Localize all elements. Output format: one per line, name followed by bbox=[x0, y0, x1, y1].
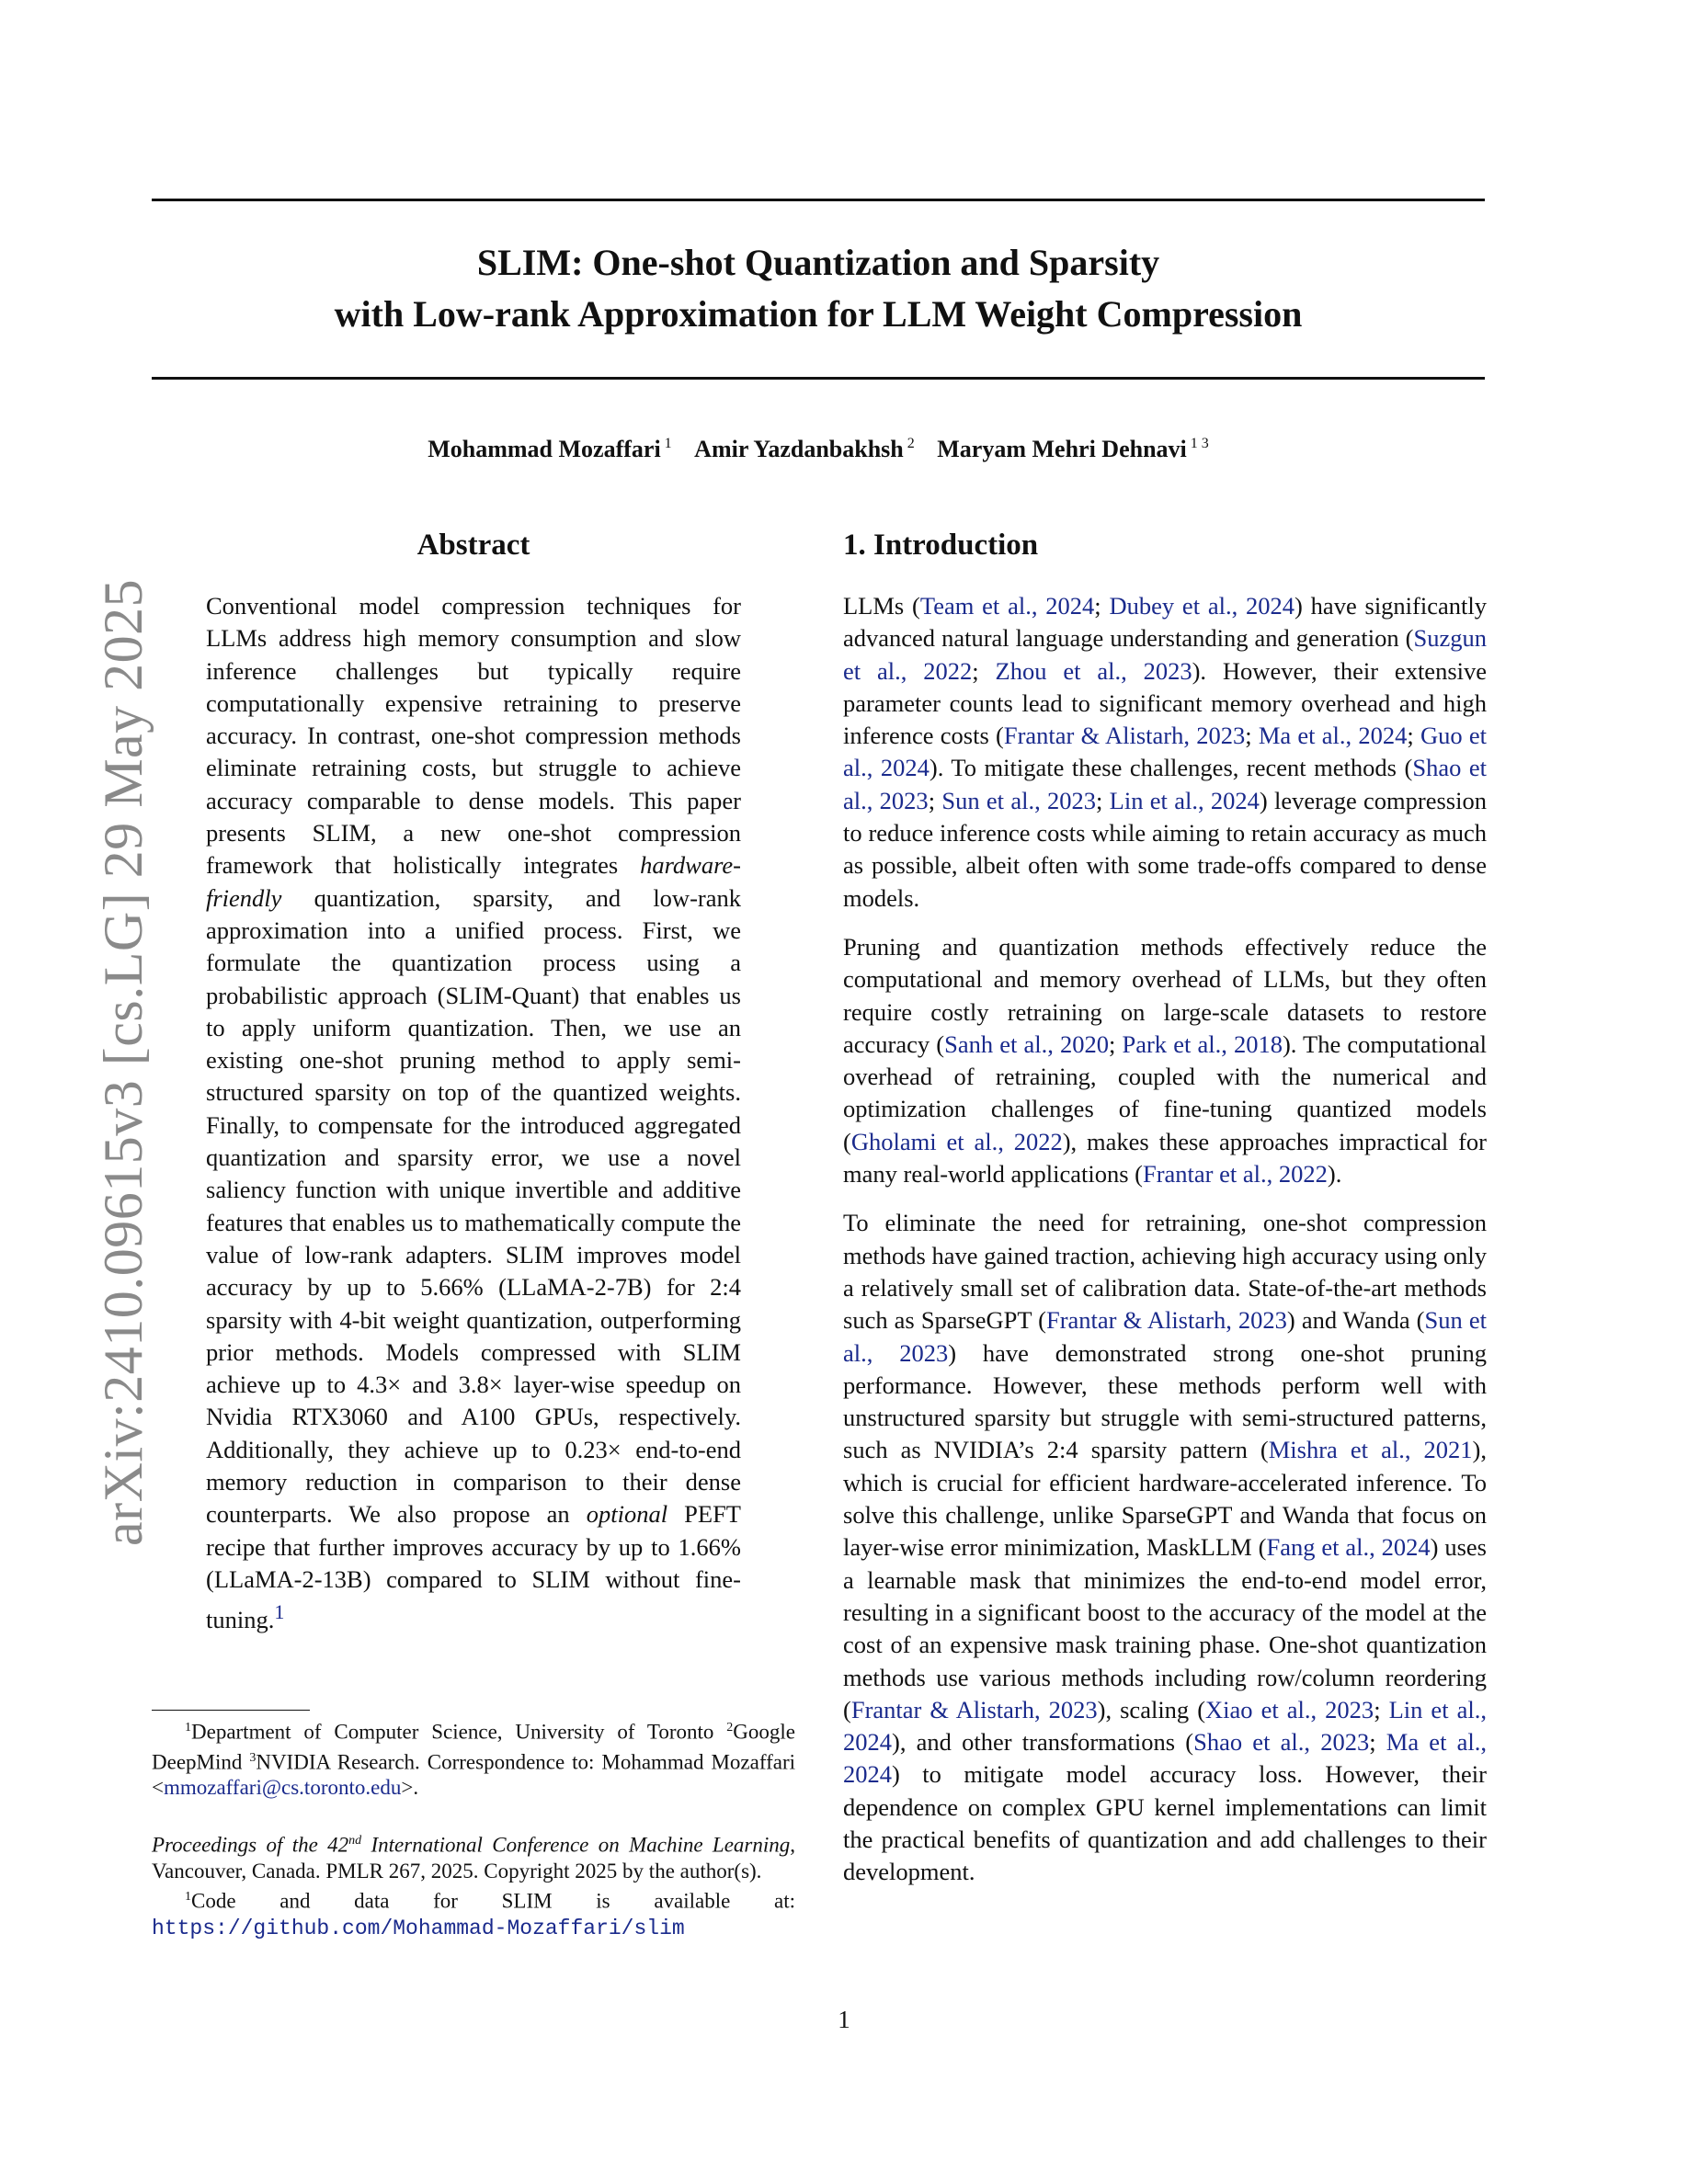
citation-link[interactable]: Team et al., 2024 bbox=[919, 592, 1095, 620]
author-affiliation: 1 3 bbox=[1190, 436, 1209, 452]
title-line-2: with Low-rank Approximation for LLM Weight Compression bbox=[334, 293, 1303, 335]
proceedings-note: Proceedings of the 42nd International Conference on Machine Learning, Vancouver, Canada. PMLR 267, 2025. Copyright 2025 by the author(s). bbox=[152, 1833, 795, 1883]
footnote-rule bbox=[152, 1710, 310, 1711]
abstract-heading: Abstract bbox=[416, 529, 530, 562]
citation-link[interactable]: Dubey et al., 2024 bbox=[1109, 592, 1295, 620]
footnotes bbox=[152, 1715, 795, 1941]
citation-link[interactable]: Shao et al., 2023 bbox=[843, 754, 1488, 814]
author-name: Mohammad Mozaffari bbox=[428, 436, 661, 462]
citation-link[interactable]: Park et al., 2018 bbox=[1122, 1029, 1283, 1058]
affiliation-footnote: $^1$Department of Computer Science, University of Toronto $^2$Google DeepMind $^3$NVIDIA Research. Correspondence to: Mohammad Mozaffari <mmozaffari@cs.toronto.edu>. bbox=[152, 1720, 795, 1800]
author-name: Amir Yazdanbakhsh bbox=[694, 436, 904, 462]
citation-link[interactable]: Sanh et al., 2020 bbox=[944, 1029, 1109, 1058]
author-list bbox=[152, 436, 1485, 463]
introduction-body bbox=[843, 590, 1487, 1889]
code-footnote: $^1$Code and data for SLIM is available at: https://github.com/Mohammad-Mozaffari/slim bbox=[152, 1889, 795, 1940]
citation-link[interactable]: Suzgun et al., 2022 bbox=[843, 624, 1487, 685]
citation-link[interactable]: Guo et al., 2024 bbox=[843, 722, 1487, 782]
author bbox=[428, 436, 671, 462]
introduction-paragraph: Pruning and quantization methods effectively reduce the computational and memory overhead of LLMs, but they often require costly retraining on large-scale datasets to restore accuracy (Sanh et al., 2020; Park et al., 2018). The computational overhead of retraining, coupled with the numerical and optimization challenges of fine-tuning quantized models (Gholami et al., 2022), makes these approaches impractical for many real-world applications (Frantar et al., 2022). bbox=[843, 932, 1487, 1189]
citation-link[interactable]: Shao et al., 2023 bbox=[1193, 1728, 1370, 1757]
citation-link[interactable]: Sun et al., 2023 bbox=[941, 786, 1096, 814]
abstract-text: Conventional model compression techniques for LLMs address high memory consumption and slow inference challenges but typically require computationally expensive retraining to preserve accuracy. In contrast, one-shot compression methods eliminate retraining costs, but struggle to achieve accuracy comparable to dense models. This paper presents SLIM, a new one-shot compression framework that holistically integrates hardware-friendly quantization, sparsity, and low-rank approximation into a unified process. First, we formulate the quantization process using a probabilistic approach (SLIM-Quant) that enables us to apply uniform quantization. Then, we use an existing one-shot pruning method to apply semi-structured sparsity on top of the quantized weights. Finally, to compensate for the introduced aggregated quantization and sparsity error, we use a novel saliency function with unique invertible and additive features that enables us to mathematically compute the value of low-rank adapters. SLIM improves model accuracy by up to 5.66% (LLaMA-2-7B) for 2:4 sparsity with 4-bit weight quantization, outperforming prior methods. Models compressed with SLIM achieve up to 4.3× and 3.8× layer-wise speedup on Nvidia RTX3060 and A100 GPUs, respectively. Additionally, they achieve up to 0.23× end-to-end memory reduction in comparison to their dense counterparts. We also propose an optional PEFT recipe that further improves accuracy by up to 1.66% (LLaMA-2-13B) compared to SLIM without fine-tuning.$^1$ bbox=[206, 592, 741, 1634]
citation-link[interactable]: Lin et al., 2024 bbox=[843, 1695, 1487, 1757]
author-affiliation: 1 bbox=[664, 436, 672, 452]
arxiv-identifier: arXiv:2410.09615v3 [cs.LG] 29 May 2025 bbox=[93, 578, 154, 1546]
citation-link[interactable]: Ma et al., 2024 bbox=[1258, 722, 1408, 750]
citation-link[interactable]: Lin et al., 2024 bbox=[1109, 786, 1260, 814]
title-rule-top bbox=[152, 199, 1485, 201]
author-affiliation: 2 bbox=[907, 436, 915, 452]
citation-link[interactable]: Gholami et al., 2022 bbox=[850, 1127, 1063, 1155]
citation-link[interactable]: Zhou et al., 2023 bbox=[995, 656, 1192, 685]
author bbox=[937, 436, 1209, 462]
footnote-marker[interactable]: 1 bbox=[274, 1600, 285, 1624]
footnote-gap bbox=[152, 1801, 795, 1828]
author bbox=[694, 436, 915, 462]
citation-link[interactable]: Frantar et al., 2022 bbox=[1142, 1160, 1328, 1189]
citation-link[interactable]: Frantar & Alistarh, 2023 bbox=[850, 1695, 1098, 1723]
citation-link[interactable]: Fang et al., 2024 bbox=[1266, 1533, 1431, 1562]
citation-link[interactable]: Mishra et al., 2021 bbox=[1268, 1436, 1473, 1464]
author-name: Maryam Mehri Dehnavi bbox=[937, 436, 1187, 462]
code-repository-link[interactable]: https://github.com/Mohammad-Mozaffari/slim bbox=[152, 1916, 685, 1940]
citation-link[interactable]: Ma et al., 2024 bbox=[843, 1728, 1488, 1789]
correspondence-email-link[interactable]: mmozaffari@cs.toronto.edu bbox=[163, 1776, 402, 1800]
citation-link[interactable]: Sun et al., 2023 bbox=[843, 1306, 1487, 1367]
page-number: 1 bbox=[838, 2006, 850, 2033]
introduction-paragraph: LLMs (Team et al., 2024; Dubey et al., 2024) have significantly advanced natural language understanding and generation (Suzgun et al., 2022; Zhou et al., 2023). However, their extensive parameter counts lead to significant memory overhead and high inference costs (Frantar & Alistarh, 2023; Ma et al., 2024; Guo et al., 2024). To mitigate these challenges, recent methods (Shao et al., 2023; Sun et al., 2023; Lin et al., 2024) leverage compression to reduce inference costs while aiming to retain accuracy as much as possible, albeit often with some trade-offs compared to dense models. bbox=[843, 592, 1488, 912]
introduction-column bbox=[843, 529, 1487, 1905]
title-line-1: SLIM: One-shot Quantization and Sparsity bbox=[476, 242, 1160, 283]
title-rule-bottom bbox=[152, 377, 1485, 380]
citation-link[interactable]: Frantar & Alistarh, 2023 bbox=[1003, 722, 1246, 750]
citation-link[interactable]: Frantar & Alistarh, 2023 bbox=[1045, 1306, 1287, 1335]
section-heading-introduction: 1. Introduction bbox=[843, 529, 1039, 562]
abstract-column bbox=[206, 529, 741, 1653]
paper-title bbox=[152, 237, 1485, 340]
introduction-paragraph: To eliminate the need for retraining, one-shot compression methods have gained traction, achieving high accuracy using only a relatively small set of calibration data. State-of-the-art methods such as SparseGPT (Frantar & Alistarh, 2023) and Wanda (Sun et al., 2023) have demonstrated strong one-shot pruning performance. However, these methods perform well with unstructured sparsity but struggle with semi-structured patterns, such as NVIDIA’s 2:4 sparsity pattern (Mishra et al., 2021), which is crucial for efficient hardware-accelerated inference. To solve this challenge, unlike SparseGPT and Wanda that focus on layer-wise error minimization, MaskLLM (Fang et al., 2024) uses a learnable mask that minimizes the end-to-end model error, resulting in a significant boost to the accuracy of the model at the cost of an expensive mask training phase. One-shot quantization methods use various methods including row/column reordering (Frantar & Alistarh, 2023), scaling (Xiao et al., 2023; Lin et al., 2024), and other transformations (Shao et al., 2023; Ma et al., 2024) to mitigate model accuracy loss. However, their dependence on complex GPU kernel implementations can limit the practical benefits of quantization and add challenges to their development. bbox=[843, 1209, 1488, 1886]
citation-link[interactable]: Xiao et al., 2023 bbox=[1205, 1695, 1374, 1723]
